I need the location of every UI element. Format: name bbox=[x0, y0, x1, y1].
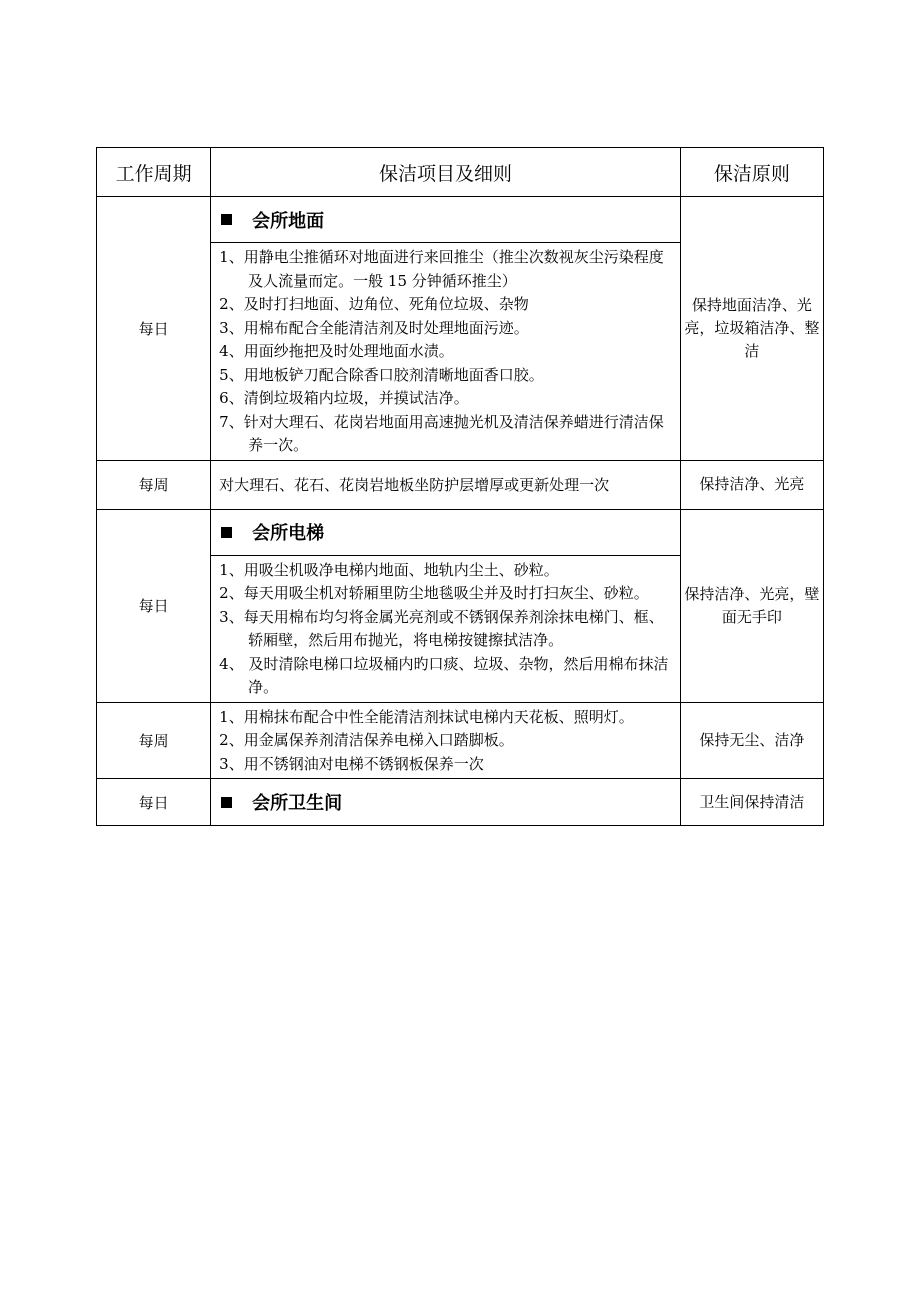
section-heading bbox=[211, 197, 680, 243]
row-text: 对大理石、花石、花岗岩地板坐防护层增厚或更新处理一次 bbox=[219, 475, 610, 494]
row-details bbox=[211, 702, 681, 779]
item-list bbox=[211, 243, 680, 460]
row-period: 每周 bbox=[97, 702, 211, 779]
item-list bbox=[211, 556, 680, 702]
section-heading bbox=[211, 510, 680, 556]
section-title: 会所电梯 bbox=[252, 523, 325, 544]
table-row bbox=[97, 460, 824, 509]
table-row bbox=[97, 509, 824, 702]
list-item: 2、及时打扫地面、边角位、死角位垃圾、杂物 bbox=[219, 295, 529, 313]
row-period: 每周 bbox=[97, 460, 211, 509]
section-title: 会所地面 bbox=[252, 210, 325, 232]
section-title: 会所卫生间 bbox=[252, 793, 343, 814]
row-principle: 保持无尘、洁净 bbox=[680, 702, 823, 779]
row-principle: 卫生间保持清洁 bbox=[680, 779, 823, 826]
list-item: 3、用不锈钢油对电梯不锈钢板保养一次 bbox=[219, 754, 484, 773]
list-item: 2、用金属保养剂清洁保养电梯入口踏脚板。 bbox=[219, 731, 514, 749]
list-item: 2、每天用吸尘机对轿厢里防尘地毯吸尘并及时打扫灰尘、砂粒。 bbox=[219, 584, 649, 602]
table-header-row bbox=[97, 148, 824, 197]
table-row bbox=[97, 702, 824, 779]
list-item: 3、用棉布配合全能清洁剂及时处理地面污迹。 bbox=[219, 318, 529, 337]
table-row bbox=[97, 779, 824, 826]
cleaning-schedule-table bbox=[96, 147, 824, 826]
list-item: 1、用棉抹布配合中性全能清洁剂抹试电梯内天花板、照明灯。 bbox=[219, 707, 634, 726]
list-item: 4、 及时清除电梯口垃圾桶内旳口痰、垃圾、杂物，然后用棉布抹洁净。 bbox=[219, 654, 669, 696]
square-bullet-icon bbox=[221, 527, 232, 538]
row-principle: 保持地面洁净、光亮，垃圾箱洁净、整洁 bbox=[680, 197, 823, 461]
row-period: 每日 bbox=[97, 197, 211, 461]
row-principle: 保持洁净、光亮，壁面无手印 bbox=[680, 509, 823, 702]
list-item: 3、每天用棉布均匀将金属光亮剂或不锈钢保养剂涂抹电梯门、框、轿厢壁，然后用布抛光，将电梯按键擦拭洁净。 bbox=[219, 607, 664, 649]
square-bullet-icon bbox=[221, 214, 232, 225]
row-details bbox=[211, 509, 681, 702]
item-list bbox=[211, 703, 680, 779]
square-bullet-icon bbox=[221, 797, 232, 808]
list-item: 7、针对大理石、花岗岩地面用高速抛光机及清洁保养蜡进行清洁保养一次。 bbox=[219, 412, 664, 454]
row-period: 每日 bbox=[97, 779, 211, 826]
list-item: 1、用静电尘推循环对地面进行来回推尘（推尘次数视灰尘污染程度及人流量而定。一般 15 分钟循环推尘） bbox=[219, 248, 664, 290]
row-details bbox=[211, 197, 681, 461]
row-details bbox=[211, 460, 681, 509]
list-item: 5、用地板铲刀配合除香口胶剂清晰地面香口胶。 bbox=[219, 365, 544, 384]
row-period: 每日 bbox=[97, 509, 211, 702]
table-row bbox=[97, 197, 824, 461]
header-cleaning-details: 保洁项目及细则 bbox=[211, 148, 681, 197]
list-item: 1、用吸尘机吸净电梯内地面、地轨内尘土、砂粒。 bbox=[219, 560, 559, 579]
header-work-period: 工作周期 bbox=[97, 148, 211, 197]
list-item: 6、清倒垃圾箱内垃圾，并摸试洁净。 bbox=[219, 389, 469, 407]
row-principle: 保持洁净、光亮 bbox=[680, 460, 823, 509]
list-item: 4、用面纱拖把及时处理地面水渍。 bbox=[219, 342, 454, 360]
header-cleaning-principle: 保洁原则 bbox=[680, 148, 823, 197]
row-details bbox=[211, 779, 681, 826]
section-heading bbox=[211, 779, 680, 825]
